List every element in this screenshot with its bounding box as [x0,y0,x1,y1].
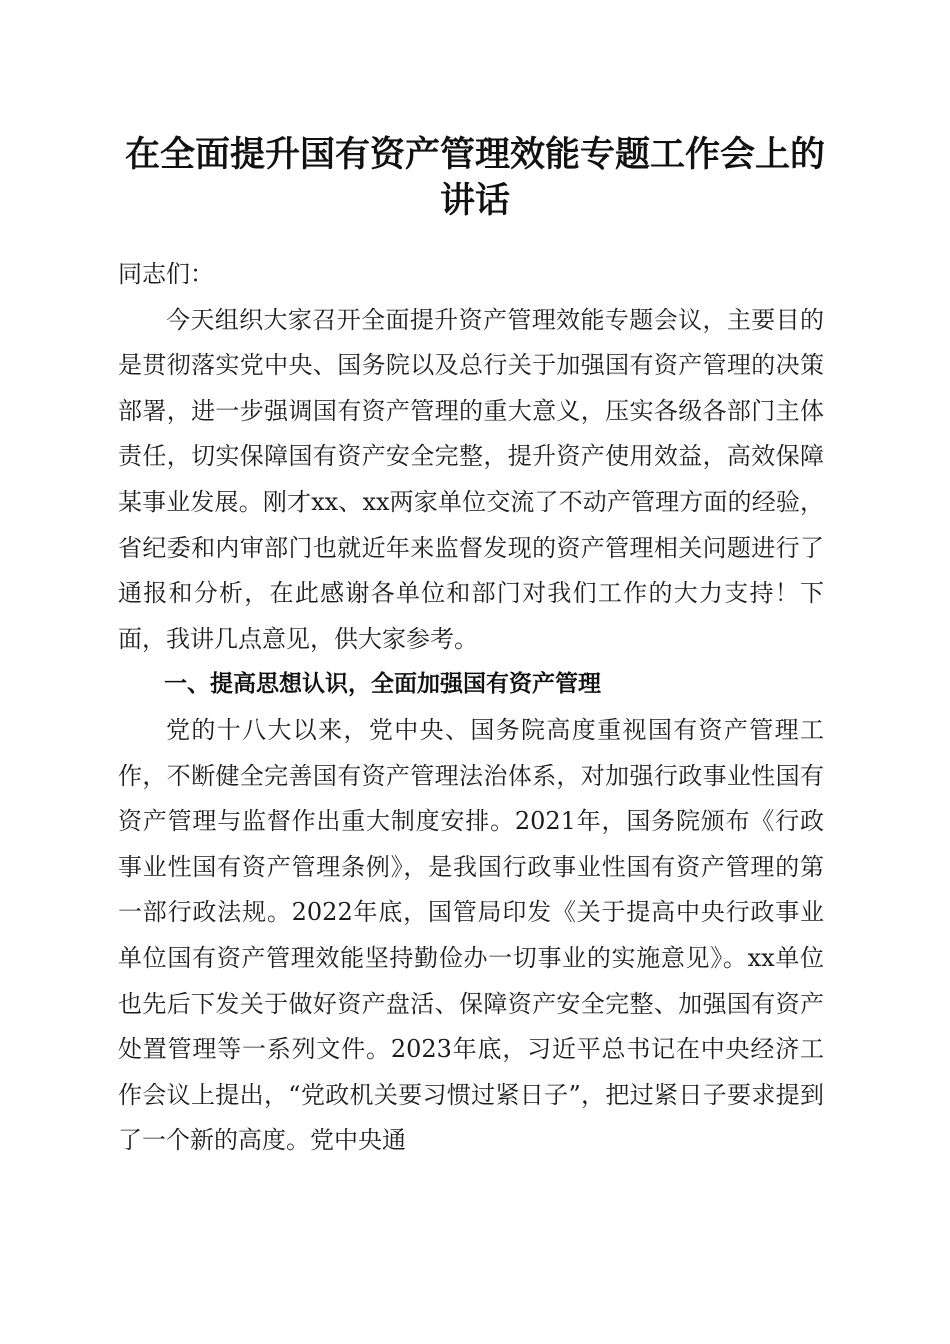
document-title: 在全面提升国有资产管理效能专题工作会上的讲话 [124,134,825,221]
salutation: 同志们： [118,260,214,288]
section-heading-1: 一、提高思想认识，全面加强国有资产管理 [164,671,601,698]
section-1-paragraph: 党的十八大以来，党中央、国务院高度重视国有资产管理工作，不断健全完善国有资产管理法治体系，对加强行政事业性国有资产管理与监督作出重大制度安排。2021年，国务院颁布《行政事业性国有资产管理条例》，是我国行政事业性国有资产管理的第一部行政法规。2022年底，国管局印发《关于提高中央行政事业单位国有资产管理效能坚持勤俭办一切事业的实施意见》。xx单位也先后下发关于做好资产盘活、保障资产安全完整、加强国有资产处置管理等一系列文件。2023年底，习近平总书记在中央经济工作会议上提出，“党政机关要习惯过紧日子”，把过紧日子要求提到了一个新的高度。党中央通 [118,715,824,1155]
intro-paragraph: 今天组织大家召开全面提升资产管理效能专题会议，主要目的是贯彻落实党中央、国务院以及总行关于加强国有资产管理的决策部署，进一步强调国有资产管理的重大意义，压实各级各部门主体责任，切实保障国有资产安全完整，提升资产使用效益，高效保障某事业发展。刚才xx、xx两家单位交流了不动产管理方面的经验，省纪委和内审部门也就近年来监督发现的资产管理相关问题进行了通报和分析，在此感谢各单位和部门对我们工作的大力支持！下面，我讲几点意见，供大家参考。 [118,305,824,653]
document-body [118,252,824,1164]
